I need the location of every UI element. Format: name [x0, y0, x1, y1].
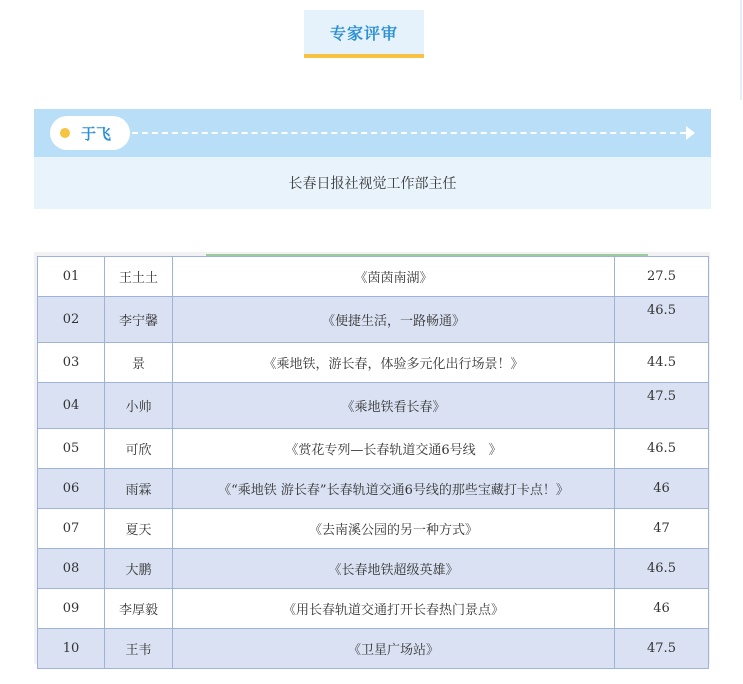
entry-score: 27.5 — [615, 257, 709, 297]
entry-score: 46.5 — [615, 297, 709, 343]
entry-author: 李宁馨 — [105, 297, 173, 343]
entry-title: 《乘地铁看长春》 — [173, 383, 615, 429]
entry-author: 景 — [105, 343, 173, 383]
entry-number: 01 — [38, 257, 105, 297]
table-row — [38, 549, 709, 589]
entry-number: 03 — [38, 343, 105, 383]
score-table-container — [34, 252, 710, 664]
entry-number: 05 — [38, 429, 105, 469]
table-row — [38, 383, 709, 429]
entry-number: 02 — [38, 297, 105, 343]
entry-title: 《赏花专列—长春轨道交通6号线 》 — [173, 429, 615, 469]
expert-card — [34, 109, 711, 209]
entry-number: 07 — [38, 509, 105, 549]
entry-score: 47 — [615, 509, 709, 549]
entry-title: 《长春地铁超级英雄》 — [173, 549, 615, 589]
entry-title: 《便捷生活，一路畅通》 — [173, 297, 615, 343]
bullet-dot-icon — [60, 128, 70, 138]
table-row — [38, 469, 709, 509]
entry-number: 06 — [38, 469, 105, 509]
entry-title: 《去南溪公园的另一种方式》 — [173, 509, 615, 549]
entry-author: 李厚毅 — [105, 589, 173, 629]
expert-name-pill — [50, 116, 130, 150]
table-row — [38, 629, 709, 669]
entry-score: 47.5 — [615, 383, 709, 429]
entry-score: 44.5 — [615, 343, 709, 383]
page-edge-divider — [740, 0, 742, 100]
entry-number: 04 — [38, 383, 105, 429]
entry-number: 09 — [38, 589, 105, 629]
entry-score: 47.5 — [615, 629, 709, 669]
table-row — [38, 297, 709, 343]
expert-position-panel — [34, 157, 711, 209]
entry-number: 08 — [38, 549, 105, 589]
arrow-right-icon — [686, 126, 695, 140]
entry-author: 夏天 — [105, 509, 173, 549]
section-title-tab — [304, 10, 424, 58]
table-row — [38, 257, 709, 297]
entry-author: 王土土 — [105, 257, 173, 297]
table-row — [38, 343, 709, 383]
table-row — [38, 509, 709, 549]
entry-title: 《茵茵南湖》 — [173, 257, 615, 297]
dashed-divider — [132, 132, 686, 134]
expert-banner — [34, 109, 711, 157]
entry-score: 46 — [615, 589, 709, 629]
table-row — [38, 429, 709, 469]
entry-score: 46 — [615, 469, 709, 509]
entry-score: 46.5 — [615, 549, 709, 589]
entry-title: 《乘地铁，游长春，体验多元化出行场景！》 — [173, 343, 615, 383]
entry-author: 大鹏 — [105, 549, 173, 589]
entry-score: 46.5 — [615, 429, 709, 469]
entry-title: 《卫星广场站》 — [173, 629, 615, 669]
entry-author: 雨霖 — [105, 469, 173, 509]
entry-number: 10 — [38, 629, 105, 669]
section-title: 专家评审 — [329, 23, 398, 43]
entry-title: 《“乘地铁 游长春”长春轨道交通6号线的那些宝藏打卡点！》 — [173, 469, 615, 509]
entry-author: 小帅 — [105, 383, 173, 429]
expert-position: 长春日报社视觉工作部主任 — [288, 176, 457, 192]
entry-author: 王韦 — [105, 629, 173, 669]
table-row — [38, 589, 709, 629]
entry-title: 《用长春轨道交通打开长春热门景点》 — [173, 589, 615, 629]
expert-name: 于飞 — [81, 124, 112, 143]
entry-author: 可欣 — [105, 429, 173, 469]
score-table — [37, 256, 709, 669]
